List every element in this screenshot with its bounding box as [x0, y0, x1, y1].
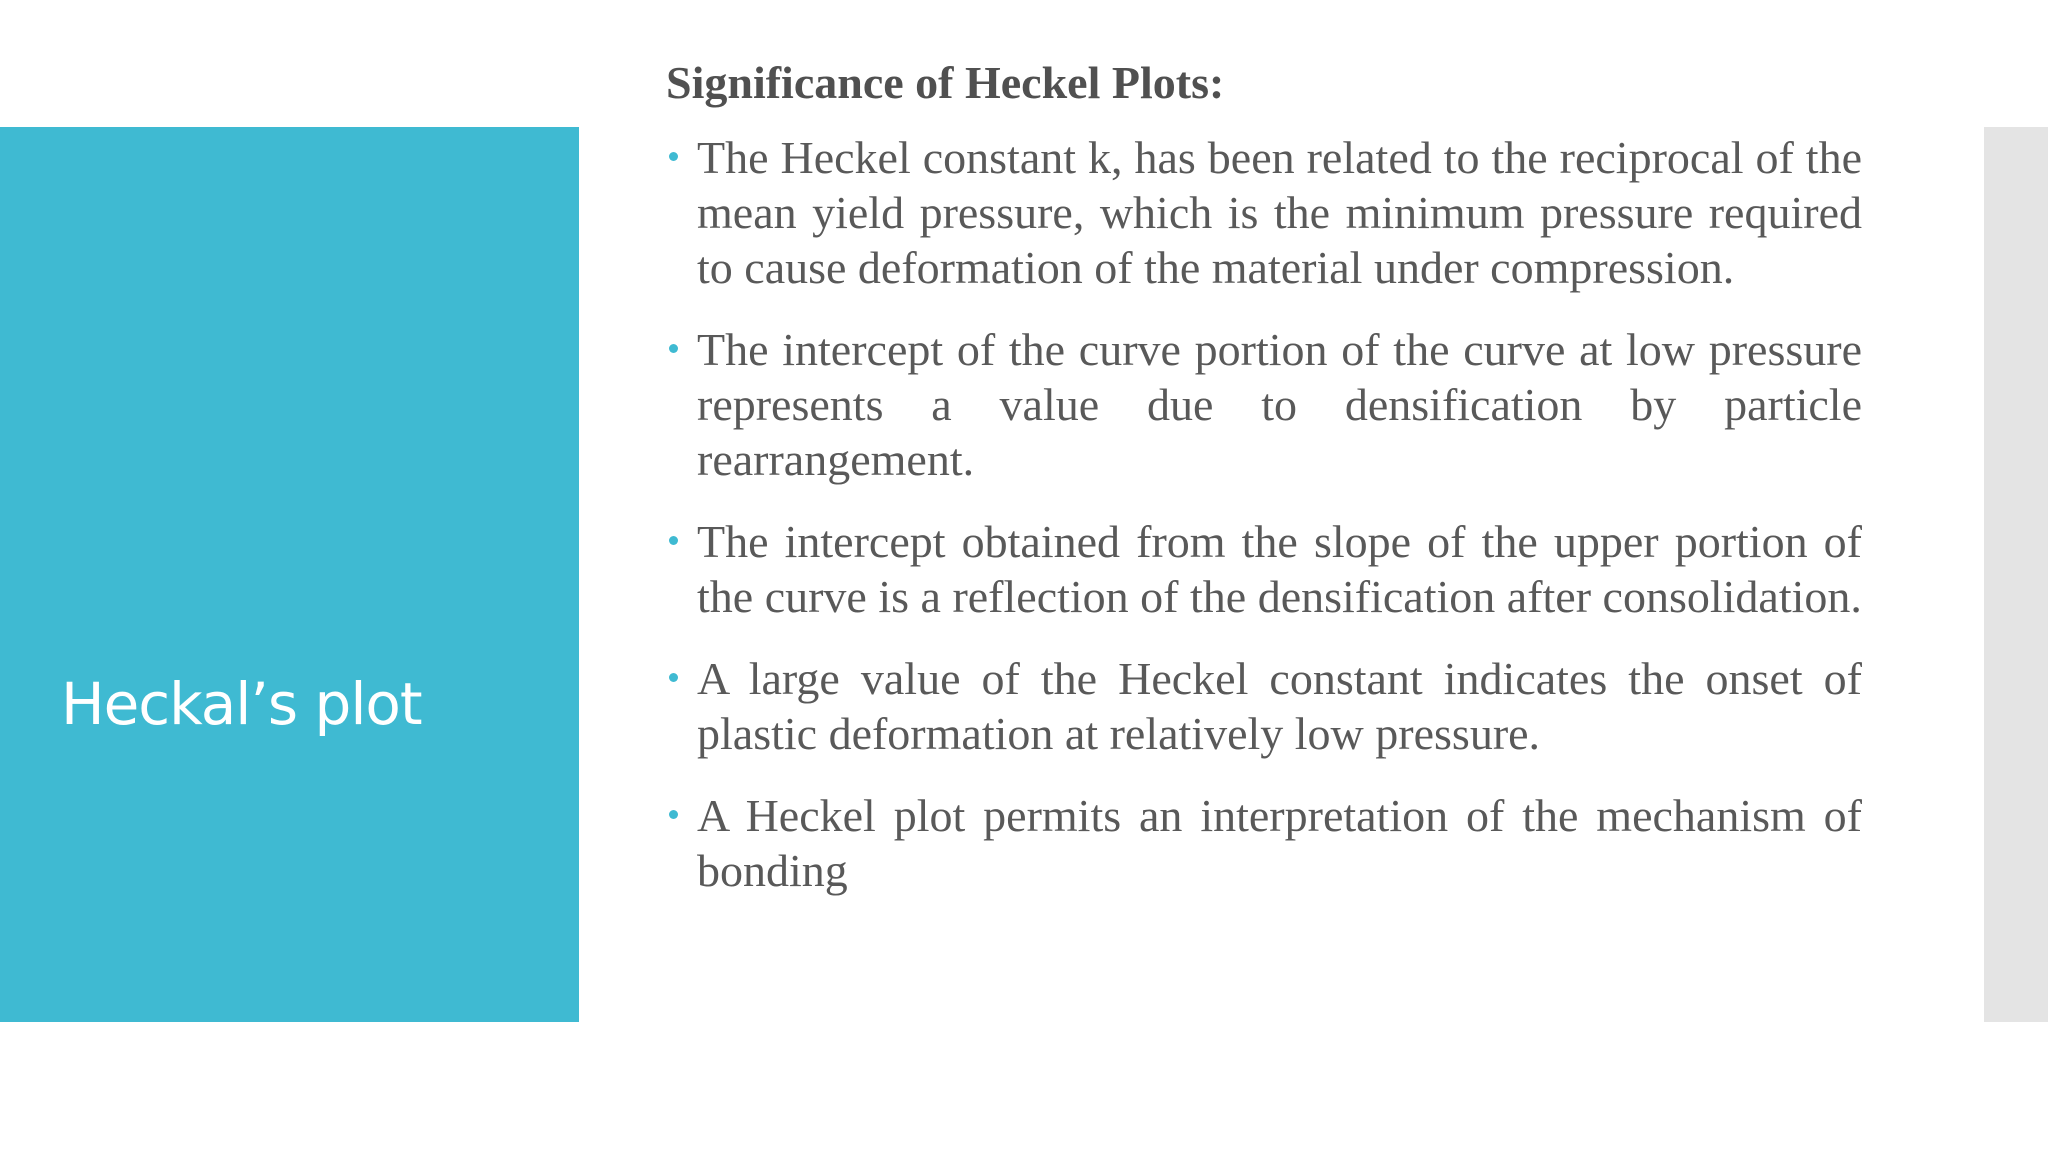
bullet-text: The intercept of the curve portion of the curve at low pressure represents a value due to densification by particle rearrangement. — [697, 324, 1862, 485]
section-heading: Significance of Heckel Plots: — [666, 57, 1225, 108]
bullet-list — [666, 130, 1862, 898]
bullet-text: The intercept obtained from the slope of the upper portion of the curve is a reflection of the densification after consolidation. — [697, 516, 1862, 622]
bullet-text: The Heckel constant k, has been related to the reciprocal of the mean yield pressure, which is the minimum pressure required to cause deformation of the material under compression. — [697, 132, 1862, 293]
bullet-icon — [669, 536, 678, 545]
bullet-icon — [669, 810, 678, 819]
bullet-text: A large value of the Heckel constant indicates the onset of plastic deformation at relatively low pressure. — [697, 653, 1862, 759]
bullet-item — [666, 130, 1862, 295]
bullet-item — [666, 651, 1862, 761]
slide-title: Heckal’s plot — [61, 670, 422, 738]
title-panel — [0, 127, 579, 1022]
bullet-item — [666, 514, 1862, 624]
bullet-item — [666, 788, 1862, 898]
bullet-icon — [669, 344, 678, 353]
side-strip — [1984, 127, 2048, 1022]
content-area — [666, 50, 1862, 925]
bullet-text: A Heckel plot permits an interpretation of the mechanism of bonding — [697, 790, 1862, 896]
bullet-icon — [669, 673, 678, 682]
bullet-icon — [669, 152, 678, 161]
bullet-item — [666, 322, 1862, 487]
